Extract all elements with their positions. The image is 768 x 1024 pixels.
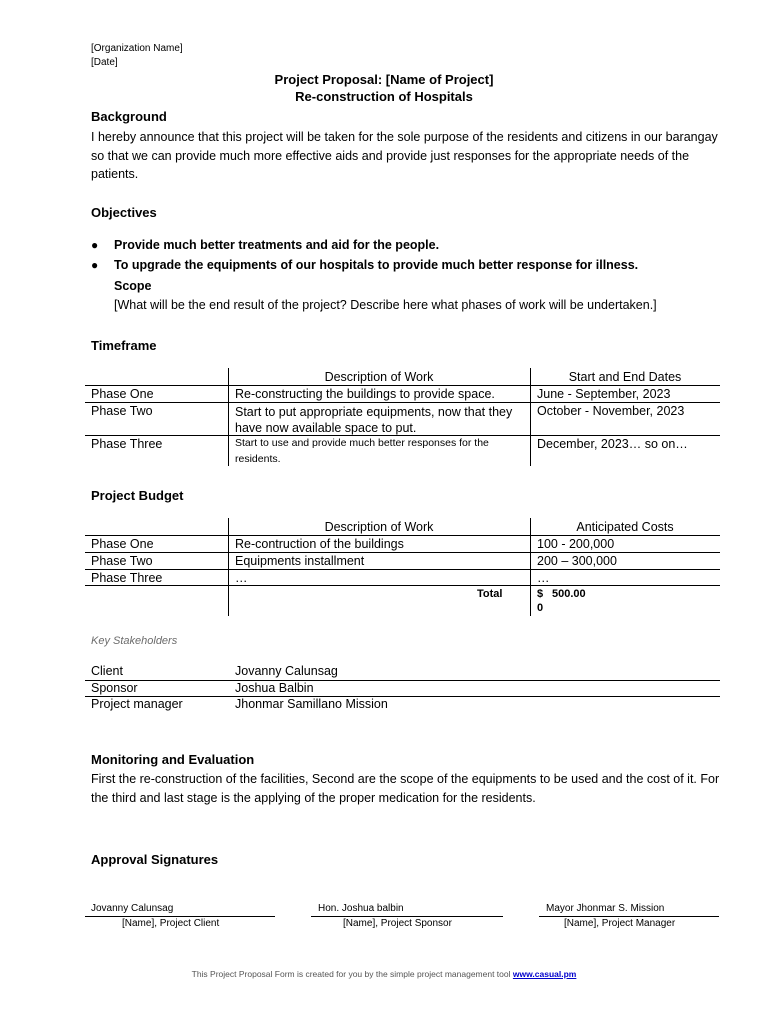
column-header: Description of Work xyxy=(324,370,434,384)
total-value: 500.00 xyxy=(552,588,586,600)
table-cell: Start to use and provide much better responses for the residents. xyxy=(235,437,489,465)
table-rule xyxy=(85,402,720,403)
column-header: Start and End Dates xyxy=(568,370,682,384)
signature-role: [Name], Project Sponsor xyxy=(343,918,452,929)
table-cell: Phase One xyxy=(91,537,154,551)
scope-text: [What will be the end result of the project? Describe here what phases of work will be undertaken.] xyxy=(114,298,657,312)
table-cell: June - September, 2023 xyxy=(537,387,671,401)
table-cell: Joshua Balbin xyxy=(235,681,314,695)
table-cell: Jhonmar Samillano Mission xyxy=(235,697,388,711)
signature-role: [Name], Project Client xyxy=(122,918,220,929)
table-rule xyxy=(85,535,720,536)
table-rule xyxy=(85,552,720,553)
footer-link[interactable]: www.casual.pm xyxy=(512,969,577,979)
bullet-icon: ● xyxy=(91,258,99,272)
table-cell: Phase Two xyxy=(91,554,153,568)
background-text: I hereby announce that this project will be taken for the sole purpose of the residents and citizens in our barangay so that we can provide much more effective aids and provide just responses for the appropriate needs of the patients. xyxy=(91,130,718,181)
table-cell: Client xyxy=(91,664,123,678)
table-cell: Phase One xyxy=(91,387,154,401)
total-label: Total xyxy=(477,588,503,600)
footer-text: This Project Proposal Form is created for you by the simple project management tool xyxy=(191,969,511,979)
monitoring-heading: Monitoring and Evaluation xyxy=(91,752,255,767)
objectives-heading: Objectives xyxy=(91,205,157,220)
table-cell: Project manager xyxy=(91,697,183,711)
table-cell: Sponsor xyxy=(91,681,138,695)
table-cell: Phase Two xyxy=(91,404,153,418)
timeframe-table xyxy=(85,368,720,468)
table-cell: Phase Three xyxy=(91,437,163,451)
table-cell: … xyxy=(537,571,550,585)
budget-heading: Project Budget xyxy=(91,488,184,503)
stakeholders-heading: Key Stakeholders xyxy=(91,635,178,647)
table-cell: December, 2023… so on… xyxy=(537,437,688,451)
signature-line xyxy=(85,916,275,917)
table-cell: Phase Three xyxy=(91,571,163,585)
table-cell: Start to put appropriate equipments, now that they have now available space to put. xyxy=(235,405,513,435)
table-cell: Jovanny Calunsag xyxy=(235,664,338,678)
total-extra: 0 xyxy=(537,602,544,614)
table-cell: … xyxy=(235,571,248,585)
signature-name: Hon. Joshua balbin xyxy=(318,903,404,914)
signature-line xyxy=(311,916,503,917)
date: [Date] xyxy=(91,57,118,68)
budget-table xyxy=(85,518,720,618)
background-heading: Background xyxy=(91,109,167,124)
scope-heading: Scope xyxy=(114,279,152,293)
table-cell: 100 - 200,000 xyxy=(537,537,615,551)
monitoring-text: First the re-construction of the facilities, Second are the scope of the equipments to be used and the cost of it. For the third and last stage is the applying of the proper medication for the residents. xyxy=(91,772,720,805)
objective-item: Provide much better treatments and aid for the people. xyxy=(114,238,440,252)
table-rule xyxy=(85,569,720,570)
total-currency: $ xyxy=(537,588,544,600)
approval-heading: Approval Signatures xyxy=(91,852,219,867)
table-cell: Equipments installment xyxy=(235,554,365,568)
signature-line xyxy=(539,916,719,917)
table-cell: Re-contruction of the buildings xyxy=(235,537,404,551)
objective-item: To upgrade the equipments of our hospitals to provide much better response for illness. xyxy=(114,258,639,272)
stakeholders-table xyxy=(85,664,720,714)
table-rule xyxy=(85,385,720,386)
page-subtitle: Re-construction of Hospitals xyxy=(295,89,473,104)
signature-name: Mayor Jhonmar S. Mission xyxy=(546,903,665,914)
table-cell: 200 – 300,000 xyxy=(537,554,617,568)
organization-name: [Organization Name] xyxy=(91,43,183,54)
table-cell: October - November, 2023 xyxy=(537,404,685,418)
bullet-icon: ● xyxy=(91,238,99,252)
table-cell: Re-constructing the buildings to provide space. xyxy=(235,387,495,401)
signature-name: Jovanny Calunsag xyxy=(91,903,174,914)
footer xyxy=(0,969,768,979)
column-header: Description of Work xyxy=(324,520,434,534)
timeframe-heading: Timeframe xyxy=(91,338,157,353)
table-rule xyxy=(85,585,720,586)
page-title: Project Proposal: [Name of Project] xyxy=(274,72,494,87)
signature-role: [Name], Project Manager xyxy=(564,918,676,929)
table-rule xyxy=(85,680,720,681)
column-header: Anticipated Costs xyxy=(576,520,674,534)
